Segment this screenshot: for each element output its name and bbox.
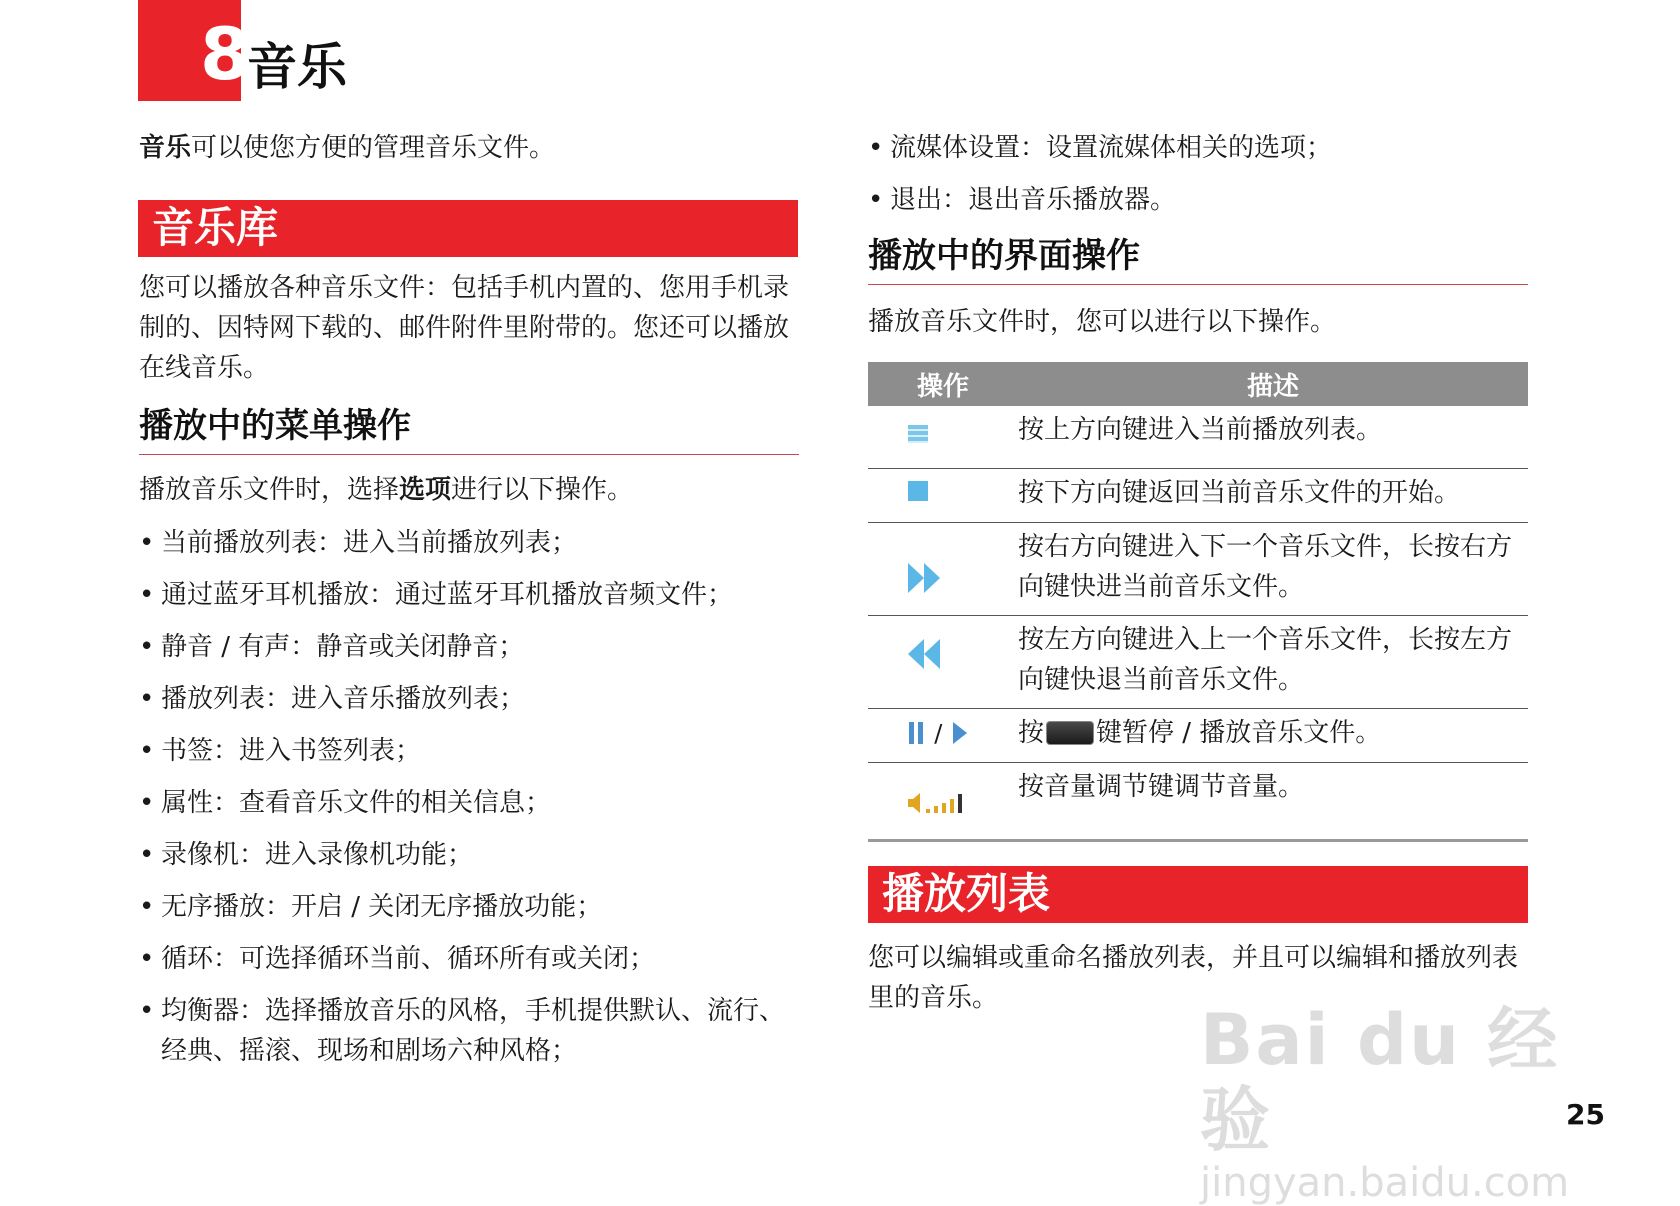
table-row (868, 615, 1528, 708)
music-library-paragraph: 您可以播放各种音乐文件：包括手机内置的、您用手机录制的、因特网下载的、邮件附件里附带的。您还可以播放在线音乐。 (139, 273, 790, 383)
baidu-watermark (1200, 999, 1580, 1206)
table-header-description: 描述 (1018, 362, 1528, 406)
list-item: • 属性：查看音乐文件的相关信息； (139, 783, 799, 823)
table-cell-description: 按左方向键进入上一个音乐文件，长按左方向键快退当前音乐文件。 (1018, 615, 1528, 708)
watermark-brand: Bai du 经验 (1200, 999, 1560, 1161)
playlist-icon (908, 425, 928, 443)
list-item: • 书签：进入书签列表； (139, 731, 799, 771)
previous-track-icon (908, 639, 944, 669)
menu-options-list (139, 523, 799, 1083)
list-item: • 通过蓝牙耳机播放：通过蓝牙耳机播放音频文件； (139, 575, 799, 615)
center-key-icon (1046, 721, 1094, 745)
list-item: • 无序播放：开启 / 关闭无序播放功能； (139, 887, 799, 927)
list-item: • 当前播放列表：进入当前播放列表； (139, 523, 799, 563)
menu-intro-after: 进行以下操作。 (451, 475, 634, 505)
table-row (868, 522, 1528, 615)
icon-separator: / (934, 719, 943, 748)
table-cell-description: 按上方向键进入当前播放列表。 (1018, 406, 1528, 468)
list-item: • 退出：退出音乐播放器。 (868, 180, 1528, 220)
playlist-paragraph: 您可以编辑或重命名播放列表，并且可以编辑和播放列表里的音乐。 (868, 943, 1519, 1013)
table-cell-description: 按右方向键进入下一个音乐文件，长按右方向键快进当前音乐文件。 (1018, 522, 1528, 615)
operations-table (868, 362, 1528, 842)
ui-operations-intro: 播放音乐文件时，您可以进行以下操作。 (868, 307, 1337, 337)
next-track-icon (908, 563, 944, 593)
list-item: • 静音 / 有声：静音或关闭静音； (139, 627, 799, 667)
intro-text: 可以使您方便的管理音乐文件。 (191, 133, 556, 163)
table-cell-description: 按下方向键返回当前音乐文件的开始。 (1018, 468, 1528, 522)
volume-icon (908, 791, 974, 815)
list-item: • 录像机：进入录像机功能； (139, 835, 799, 875)
page-number: 25 (1566, 1098, 1605, 1131)
desc-after: 键暂停 / 播放音乐文件。 (1096, 717, 1382, 748)
menu-operations-heading: 播放中的菜单操作 (139, 406, 799, 455)
menu-intro-before: 播放音乐文件时，选择 (139, 475, 400, 505)
watermark-url: jingyan.baidu.com (1200, 1160, 1570, 1206)
list-item: • 均衡器：选择播放音乐的风格，手机提供默认、流行、经典、摇滚、现场和剧场六种风格； (139, 991, 799, 1071)
menu-operations-intro (139, 470, 799, 510)
table-header-operation: 操作 (868, 362, 1018, 406)
list-item: • 循环：可选择循环当前、循环所有或关闭； (139, 939, 799, 979)
table-cell-description: 按音量调节键调节音量。 (1018, 762, 1528, 840)
chapter-intro (139, 128, 799, 168)
music-library-heading: 音乐库 (138, 200, 798, 257)
intro-bold-term: 音乐 (139, 133, 192, 163)
table-row (868, 468, 1528, 522)
table-header-row (868, 362, 1528, 406)
list-item: • 流媒体设置：设置流媒体相关的选项； (868, 128, 1528, 168)
play-icon (951, 721, 969, 745)
chapter-number: 8 (200, 12, 251, 96)
menu-intro-bold: 选项 (399, 475, 452, 505)
chapter-title: 音乐 (247, 38, 347, 96)
table-row (868, 762, 1528, 840)
stop-icon (908, 481, 928, 501)
ui-operations-heading: 播放中的界面操作 (868, 236, 1528, 285)
table-row (868, 406, 1528, 468)
table-row (868, 708, 1528, 762)
menu-options-list-continued (868, 128, 1528, 232)
pause-icon (908, 721, 926, 745)
list-item: • 播放列表：进入音乐播放列表； (139, 679, 799, 719)
desc-before: 按 (1018, 717, 1045, 748)
playlist-heading: 播放列表 (868, 866, 1528, 923)
